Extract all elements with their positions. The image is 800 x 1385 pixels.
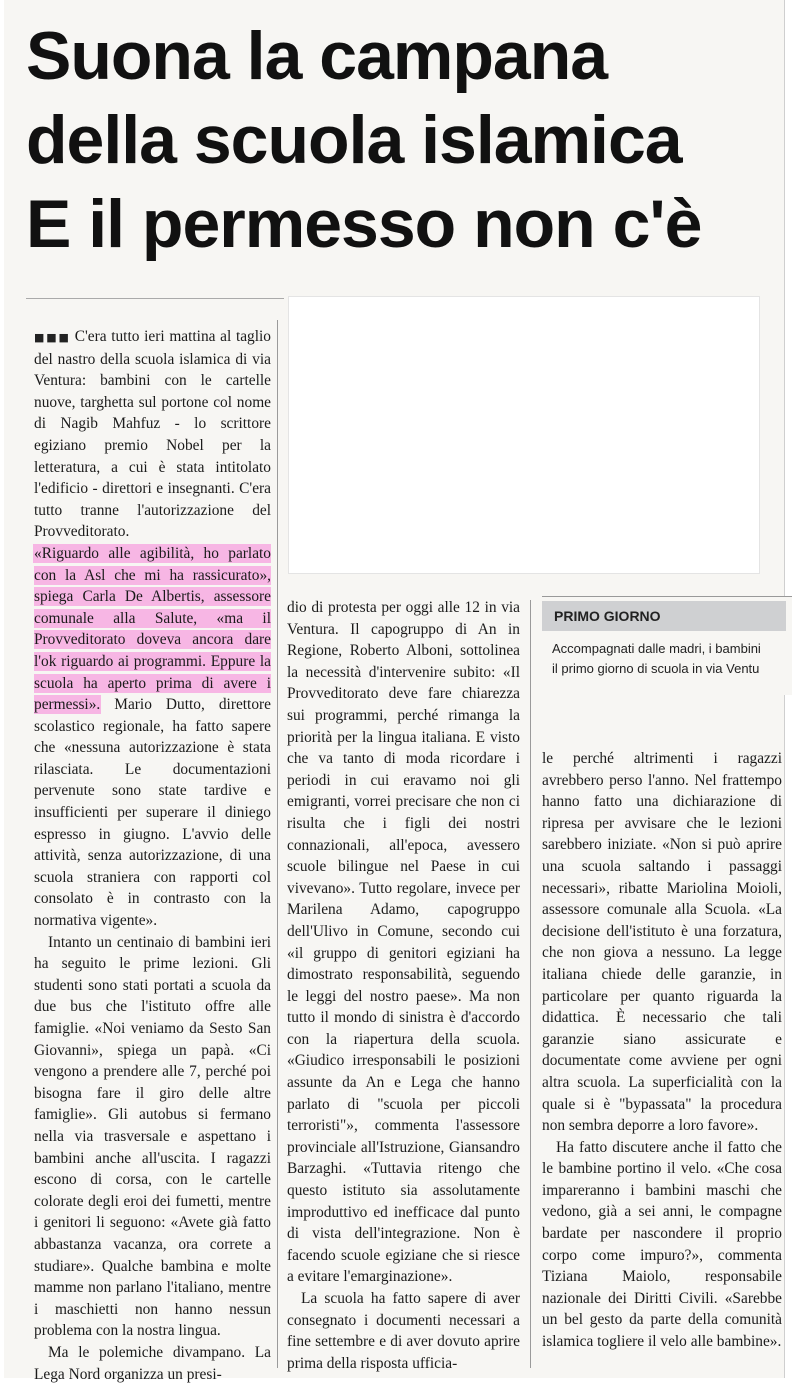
article-column-1: [34, 326, 271, 1385]
headline: [26, 14, 776, 266]
caption-text: Accompagnati dalle madri, i bambini il primo giorno di scuola in via Ventu: [552, 641, 761, 676]
headline-line-3: E il permesso non c'è: [26, 186, 702, 262]
headline-line-1: Suona la campana: [26, 18, 608, 94]
photo-caption-box: [542, 596, 792, 695]
paragraph: le perché altrimenti i ragazzi avrebbero perso l'anno. Nel frattempo hanno fatto una dichiarazione di ripresa per avvisare che le lezioni sarebbero iniziate. «Non si può aprire una scuola saltando i passaggi necessari», ribatte Mariolina Moioli, assessore comunale alla Scuola. «La decisione dell'istituto è una forzatura, che non giova a nessuno. La legge italiana chiede delle garanzie, in particolare per quanto riguarda la didattica. È necessario che tali garanzie siano assicurate e documentate come avviene per ogni altra scuola. La superficialità con la quale si è "bypassata" la procedura non sembra deporre a loro favore».: [542, 750, 782, 1135]
headline-rule: [26, 298, 284, 299]
article-column-2: [287, 597, 520, 1374]
paragraph: Ha fatto discutere anche il fatto che le bambine portino il velo. «Che cosa impareranno i bambini maschi che vedono, già a sei anni, le compagne bardate per nascondere il proprio corpo come impuro?», commenta Tiziana Maiolo, responsabile nazionale dei Diritti Civili. «Sarebbe un bel gesto da parte della comunità islamica togliere il velo alle bambine».: [542, 1138, 782, 1351]
paragraph: Ma le polemiche divampano. La Lega Nord organizza un presi-: [34, 1343, 271, 1383]
paragraph: Intanto un centinaio di bambini ieri ha seguito le prime lezioni. Gli studenti sono stati portati a scuola da due bus che l'istituto offre alle famiglie. «Noi veniamo da Sesto San Giovanni», spiega un papà. «Ci vengono a prendere alle 7, perché poi bisogna fare il giro delle altre famiglie». Gli autobus si fermano nella via trasversale e aspettano i bambini anche all'uscita. I ragazzi escono di corsa, con le cartelle colorate degli eroi dei fumetti, mentre i genitori li seguono: «Avete già fatto abbastanza vacanza, ora correte a studiare». Qualche bambina e molte mamme non parlano l'italiano, mentre i maschietti non hanno nessun problema con la nostra lingua.: [34, 933, 271, 1340]
highlighted-quote: «Riguardo alle agibilità, ho parlato con la Asl che mi ha rassicurato», spiega Carla De Albertis, assessore comunale alla Salute, «ma il Provveditorato doveva ancora dare l'ok riguardo ai programmi. Eppure la scuola ha aperto prima di avere i permessi».: [34, 544, 271, 714]
headline-line-2: della scuola islamica: [26, 102, 682, 178]
article-column-3: [542, 748, 782, 1353]
paragraph: dio di protesta per oggi alle 12 in via Ventura. Il capogruppo di An in Regione, Roberto Alboni, sottolinea la necessità d'intervenire subito: «Il Provveditorato deve fare chiarezza sui programmi, perché rimanga la priorità per la lingua italiana. E visto che va tanto di moda ricordare i periodi in cui eravamo noi gli emigranti, vorrei precisare che non ci risulta che i figli dei nostri connazionali, all'epoca, avessero scuole bilingue nel Paese in cui vivevano». Tutto regolare, invece per Marilena Adamo, capogruppo dell'Ulivo in Comune, secondo cui «il gruppo di genitori egiziani ha dimostrato responsabilità, seguendo le leggi del nostro paese». Ma non tutto il mondo di sinistra è d'accordo con la riapertura della scuola. «Giudico irresponsabili le posizioni assunte da An e Lega che hanno parlato di "scuola per piccoli terroristi"», commenta l'assessore provinciale all'Istruzione, Giansandro Barzaghi. «Tuttavia ritengo che questo istituto sia assolutamente improduttivo ed inefficace dal punto di vista dell'integrazione. Non è facendo scuole egiziane che si riesce a evitare l'emarginazione».: [287, 599, 520, 1286]
paragraph: La scuola ha fatto sapere di aver consegnato i documenti necessari a fine settembre e di aver dovuto aprire prima della risposta ufficia-: [287, 1290, 520, 1372]
column-divider-2: [530, 600, 531, 1368]
paragraph: «Riguardo alle agibilità, ho parlato con la Asl che mi ha rassicurato», spiega Carla De Albertis, assessore comunale alla Salute, «ma il Provveditorato doveva ancora dare l'ok riguardo ai programmi. Eppure la scuola ha aperto prima di avere i permessi». Mario Dutto, direttore scolastico regionale, ha fatto sapere che «nessuna autorizzazione è stata rilasciata. Le documentazioni pervenute sono state tardive e insufficienti per superare il diniego espresso in giugno. L'avvio delle attività, senza autorizzazione, di una scuola straniera con rapporti col consolato è in contrasto con la normativa vigente».: [34, 544, 271, 930]
photo-placeholder: [288, 296, 760, 574]
paragraph: ■■■ C'era tutto ieri mattina al taglio del nastro della scuola islamica di via Ventura: bambini con le cartelle nuove, targhetta sul portone col nome di Nagib Mahfuz - lo scrittore egiziano premio Nobel per la letteratura, a cui è stata intitolato l'edificio - direttori e insegnanti. C'era tutto tranne l'autorizzazione del Provveditorato.: [34, 328, 271, 541]
column-divider-1: [277, 320, 278, 1368]
lead-marker: ■■■: [34, 331, 71, 344]
newspaper-clipping: [4, 0, 784, 1383]
caption-title: PRIMO GIORNO: [542, 601, 786, 631]
